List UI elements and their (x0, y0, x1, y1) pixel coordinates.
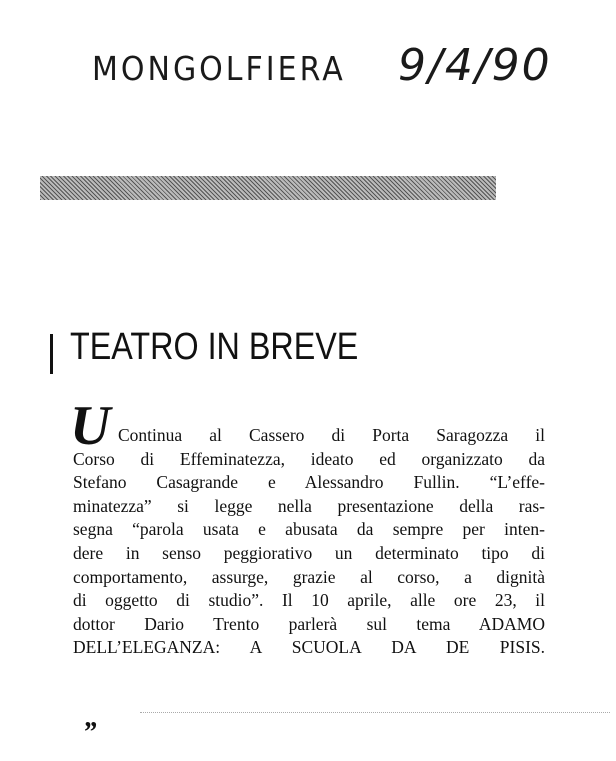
heading-bar (50, 334, 53, 374)
body-line: segna “parola usata e abusata da sempre per inten- (73, 519, 545, 540)
body-line: dere in senso peggiorativo un determinato tipo di (73, 542, 545, 563)
article-body (73, 424, 545, 660)
article-heading: TEATRO IN BREVE (70, 326, 359, 368)
scan-speckle (140, 712, 610, 713)
drop-initial: U (70, 395, 111, 457)
body-line: Continua al Cassero di Porta Saragozza il (118, 425, 545, 445)
closing-quote-mark: „ (85, 702, 99, 733)
body-line: dottor Dario Trento parlerà sul tema ADAMO (73, 613, 545, 634)
hatched-divider (40, 176, 496, 200)
body-line: comportamento, assurge, grazie al corso, a dignità (73, 566, 545, 587)
body-line: Corso di Effeminatezza, ideato ed organizzato da (73, 448, 545, 469)
handwritten-date: 9/4/90 (398, 40, 552, 91)
body-line: DELL’ELEGANZA: A SCUOLA DA DE PISIS. (73, 637, 545, 658)
handwritten-publication-name: MONGOLFIERA (92, 50, 346, 89)
body-line: minatezza” si legge nella presentazione della ras- (73, 495, 545, 516)
body-line: Stefano Casagrande e Alessandro Fullin. “L’effe- (73, 472, 545, 493)
body-line: di oggetto di studio”. Il 10 aprile, alle ore 23, il (73, 590, 545, 611)
